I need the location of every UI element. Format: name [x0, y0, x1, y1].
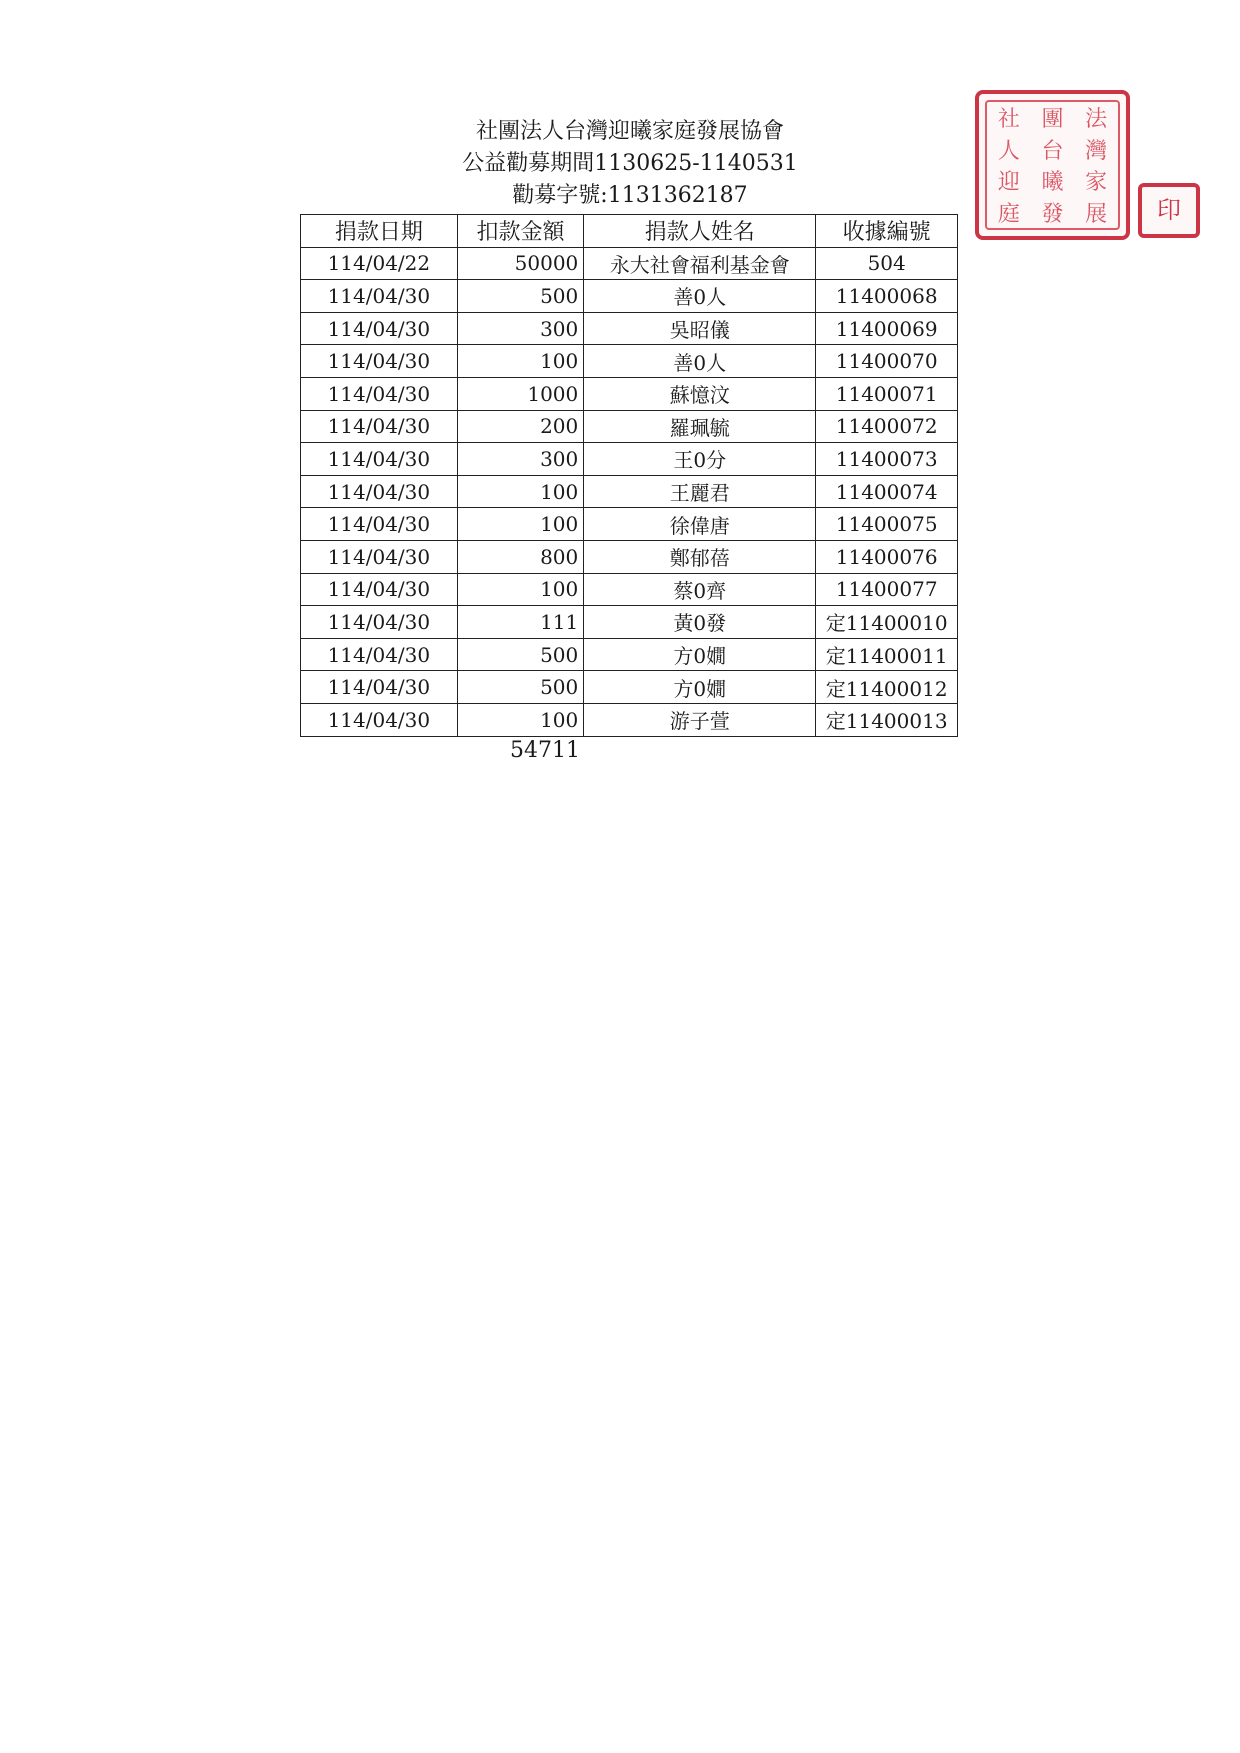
cell-date: 114/04/30	[301, 312, 458, 345]
cell-date: 114/04/30	[301, 475, 458, 508]
organization-seal	[975, 90, 1130, 240]
cell-date: 114/04/30	[301, 345, 458, 378]
cell-date: 114/04/30	[301, 703, 458, 736]
seal-glyph: 曦	[1041, 170, 1064, 196]
cell-amount: 100	[457, 573, 584, 606]
cell-date: 114/04/22	[301, 247, 458, 280]
cell-donor-name: 善0人	[584, 345, 816, 378]
cell-donor-name: 游子萱	[584, 703, 816, 736]
seal-glyph: 人	[997, 138, 1020, 164]
seal-glyph: 家	[1085, 170, 1108, 196]
cell-donor-name: 徐偉唐	[584, 508, 816, 541]
cell-receipt-number: 定11400013	[816, 703, 958, 736]
table-row	[301, 573, 958, 606]
table-row	[301, 443, 958, 476]
cell-amount: 50000	[457, 247, 584, 280]
cell-amount: 100	[457, 508, 584, 541]
table-row	[301, 540, 958, 573]
table-row	[301, 312, 958, 345]
cell-date: 114/04/30	[301, 573, 458, 606]
cell-date: 114/04/30	[301, 377, 458, 410]
cell-receipt-number: 11400076	[816, 540, 958, 573]
representative-seal: 印	[1138, 183, 1200, 238]
table-row	[301, 345, 958, 378]
seal-glyph: 發	[1041, 201, 1064, 227]
table-row	[301, 703, 958, 736]
cell-receipt-number: 11400069	[816, 312, 958, 345]
fundraising-period: 公益勸募期間1130625-1140531	[462, 151, 798, 176]
table-row	[301, 247, 958, 280]
seal-glyph: 台	[1041, 138, 1064, 164]
cell-donor-name: 羅珮毓	[584, 410, 816, 443]
seal-glyph: 迎	[997, 170, 1020, 196]
cell-receipt-number: 11400072	[816, 410, 958, 443]
cell-date: 114/04/30	[301, 410, 458, 443]
table-row	[301, 606, 958, 639]
cell-amount: 100	[457, 703, 584, 736]
cell-donor-name: 方0嫺	[584, 671, 816, 704]
cell-receipt-number: 定11400011	[816, 638, 958, 671]
cell-donor-name: 吳昭儀	[584, 312, 816, 345]
cell-receipt-number: 504	[816, 247, 958, 280]
cell-amount: 500	[457, 671, 584, 704]
column-header-donor: 捐款人姓名	[584, 215, 816, 248]
column-header-date: 捐款日期	[301, 215, 458, 248]
column-header-amount: 扣款金額	[457, 215, 584, 248]
cell-receipt-number: 11400074	[816, 475, 958, 508]
cell-amount: 300	[457, 443, 584, 476]
cell-amount: 200	[457, 410, 584, 443]
org-title: 社團法人台灣迎曦家庭發展協會	[475, 119, 784, 144]
cell-date: 114/04/30	[301, 606, 458, 639]
table-row	[301, 638, 958, 671]
column-header-receipt: 收據編號	[816, 215, 958, 248]
donation-table	[300, 214, 958, 737]
cell-receipt-number: 11400068	[816, 280, 958, 313]
cell-date: 114/04/30	[301, 508, 458, 541]
total-amount: 54711	[510, 738, 580, 763]
seal-glyph: 灣	[1085, 138, 1108, 164]
cell-receipt-number: 11400070	[816, 345, 958, 378]
cell-receipt-number: 11400075	[816, 508, 958, 541]
cell-amount: 111	[457, 606, 584, 639]
table-header-row	[301, 215, 958, 248]
cell-amount: 100	[457, 475, 584, 508]
cell-date: 114/04/30	[301, 280, 458, 313]
cell-amount: 1000	[457, 377, 584, 410]
cell-amount: 500	[457, 280, 584, 313]
cell-receipt-number: 11400073	[816, 443, 958, 476]
seal-glyph: 展	[1085, 201, 1108, 227]
cell-donor-name: 王麗君	[584, 475, 816, 508]
cell-date: 114/04/30	[301, 638, 458, 671]
cell-receipt-number: 定11400010	[816, 606, 958, 639]
permit-number: 勸募字號:1131362187	[512, 183, 748, 208]
cell-amount: 800	[457, 540, 584, 573]
cell-donor-name: 永大社會福利基金會	[584, 247, 816, 280]
cell-receipt-number: 11400077	[816, 573, 958, 606]
cell-donor-name: 王0分	[584, 443, 816, 476]
seal-glyph: 法	[1085, 107, 1108, 133]
cell-receipt-number: 11400071	[816, 377, 958, 410]
cell-date: 114/04/30	[301, 540, 458, 573]
seal-glyph: 團	[1041, 107, 1064, 133]
cell-donor-name: 蘇憶汶	[584, 377, 816, 410]
cell-date: 114/04/30	[301, 443, 458, 476]
cell-amount: 300	[457, 312, 584, 345]
table-row	[301, 508, 958, 541]
cell-amount: 100	[457, 345, 584, 378]
seal-glyph: 社	[997, 107, 1020, 133]
cell-date: 114/04/30	[301, 671, 458, 704]
cell-donor-name: 鄭郁蓓	[584, 540, 816, 573]
table-row	[301, 671, 958, 704]
cell-amount: 500	[457, 638, 584, 671]
cell-donor-name: 黃0發	[584, 606, 816, 639]
table-body	[301, 247, 958, 736]
cell-donor-name: 善0人	[584, 280, 816, 313]
seal-characters	[985, 100, 1120, 230]
cell-receipt-number: 定11400012	[816, 671, 958, 704]
cell-donor-name: 方0嫺	[584, 638, 816, 671]
seal-glyph: 庭	[997, 201, 1020, 227]
cell-donor-name: 蔡0齊	[584, 573, 816, 606]
table-row	[301, 410, 958, 443]
table-row	[301, 475, 958, 508]
table-row	[301, 377, 958, 410]
table-row	[301, 280, 958, 313]
